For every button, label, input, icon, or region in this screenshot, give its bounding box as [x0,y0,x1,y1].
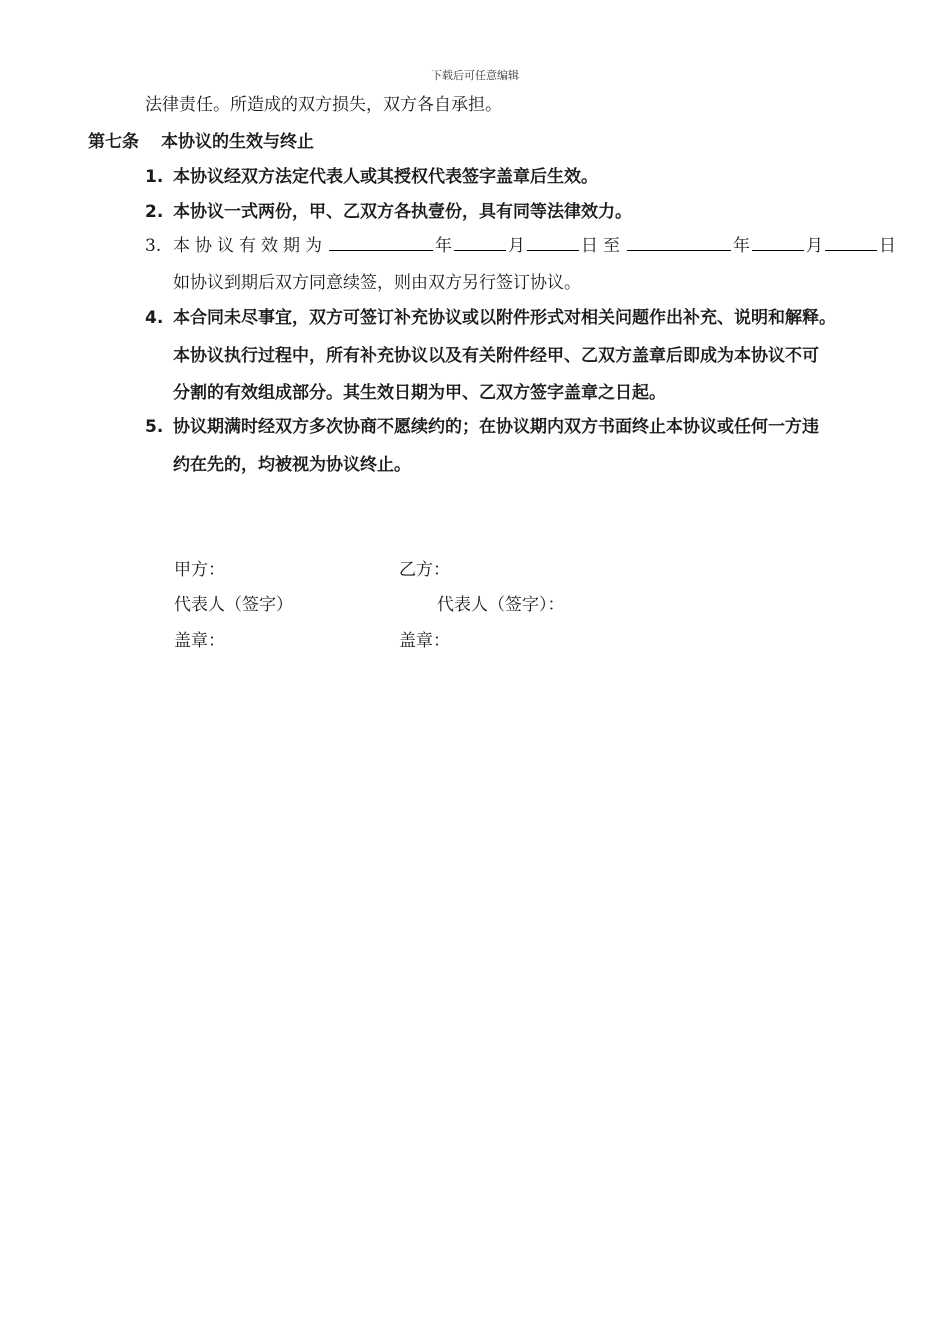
article-number: 第七条 [88,132,139,152]
representative-a-label: 代表人（签字） [174,595,293,615]
validity-prefix: 本协议有效期为 [173,236,327,256]
month-label: 月 [508,236,525,256]
item-text: 约在先的，均被视为协议终止。 [173,455,411,475]
blank-field[interactable] [825,235,877,251]
blank-field[interactable] [454,235,506,251]
item-text: 本合同未尽事宜，双方可签订补充协议或以附件形式对相关问题作出补充、说明和解释。 [173,308,836,328]
item-number: 2. [145,202,164,222]
seal-b-label: 盖章： [399,631,450,651]
article-heading [88,127,314,152]
item-text: 本协议经双方法定代表人或其授权代表签字盖章后生效。 [173,167,598,187]
list-item [145,162,598,187]
article-title: 本协议的生效与终止 [161,132,314,152]
day-label: 日 [879,236,896,256]
blank-field[interactable] [329,235,433,251]
item-text: 本协议执行过程中，所有补充协议以及有关附件经甲、乙双方盖章后即成为本协议不可 [173,346,819,366]
item-number: 5. [145,417,164,437]
header-note: 下载后可任意编辑 [431,69,519,82]
blank-field[interactable] [627,235,731,251]
blank-field[interactable] [527,235,579,251]
list-item [145,231,896,256]
list-item [145,197,632,222]
blank-field[interactable] [752,235,804,251]
intro-continuation: 法律责任。所造成的双方损失，双方各自承担。 [145,95,502,115]
year-label: 年 [733,236,750,256]
item-text: 分割的有效组成部分。其生效日期为甲、乙双方签字盖章之日起。 [173,383,666,403]
item-text: 本协议一式两份，甲、乙双方各执壹份，具有同等法律效力。 [173,202,632,222]
party-a-label: 甲方： [174,560,225,580]
item-number: 4. [145,308,164,328]
item-text: 如协议到期后双方同意续签，则由双方另行签订协议。 [173,273,581,293]
party-b-label: 乙方： [399,560,450,580]
month-label: 月 [806,236,823,256]
list-item [145,303,836,328]
list-item [145,412,819,437]
item-number: 1. [145,167,164,187]
day-to-label: 日至 [581,236,625,256]
seal-a-label: 盖章： [174,631,225,651]
item-text: 协议期满时经双方多次协商不愿续约的；在协议期内双方书面终止本协议或任何一方违 [173,417,819,437]
item-number: 3. [145,236,162,256]
representative-b-label: 代表人（签字）： [437,595,565,615]
year-label: 年 [435,236,452,256]
